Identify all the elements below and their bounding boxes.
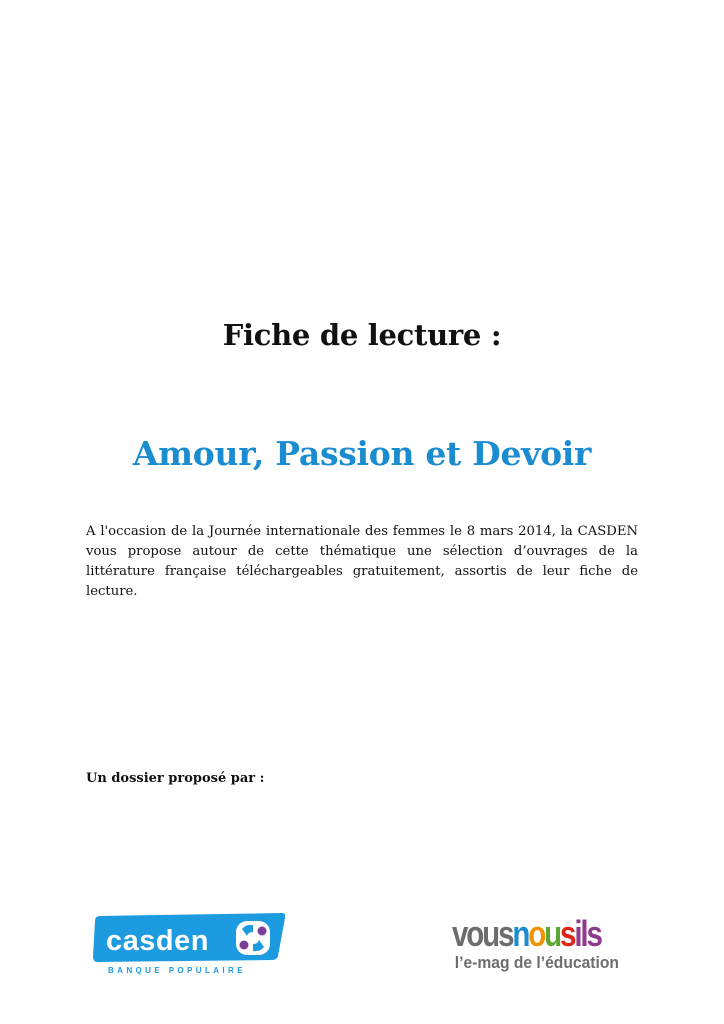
- intro-paragraph: A l'occasion de la Journée internationale des femmes le 8 mars 2014, la CASDEN vous propose autour de cette thématique une sélection d’ouvrages de la littérature française téléchargeables gratuitement, assortis de leur fiche de lecture.: [86, 524, 638, 599]
- document-subtitle: Amour, Passion et Devoir: [132, 434, 592, 473]
- vousnousils-wordmark: vousnousils: [452, 913, 601, 954]
- casden-logo-tagline: BANQUE POPULAIRE: [108, 966, 246, 975]
- proposed-by-label: Un dossier proposé par :: [86, 771, 265, 786]
- document-title: Fiche de lecture :: [222, 318, 502, 352]
- vousnousils-tagline: l’e-mag de l’éducation: [454, 953, 619, 973]
- vousnousils-nous: n: [512, 913, 529, 954]
- vousnousils-logo: [452, 908, 636, 974]
- casden-symbol-icon: [236, 921, 270, 955]
- casden-logo: [92, 912, 286, 976]
- casden-logo-name: casden: [106, 925, 209, 957]
- vousnousils-vous: vous: [452, 913, 513, 954]
- vousnousils-ils: ils: [574, 913, 601, 954]
